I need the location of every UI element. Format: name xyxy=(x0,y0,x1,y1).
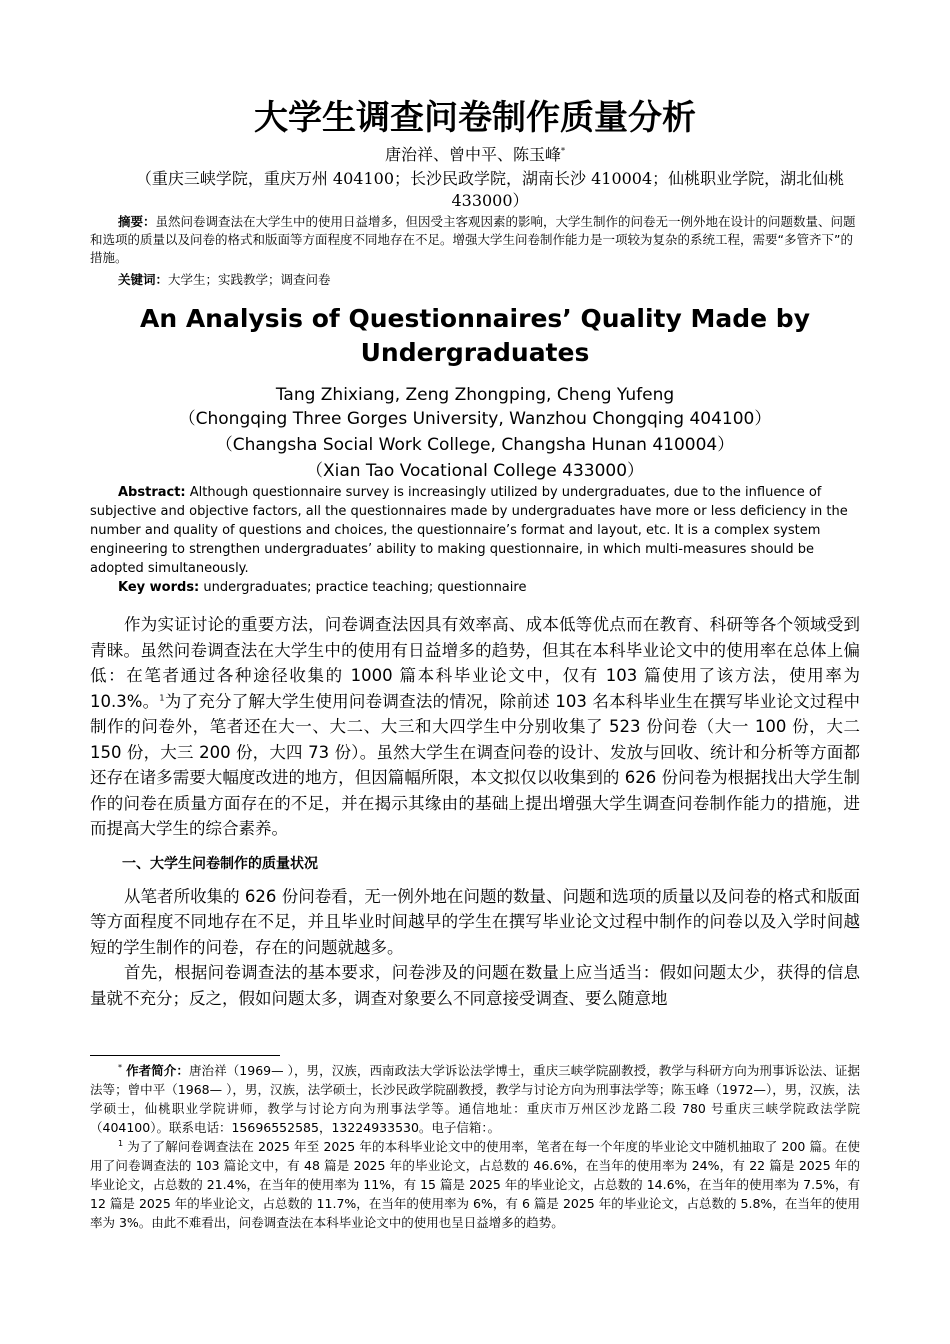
footnote-1-mark: 1 xyxy=(118,1138,124,1148)
affiliation-english-1: （Chongqing Three Gorges University, Wanzhou Chongqing 404100） xyxy=(178,409,772,429)
body-paragraph-3: 首先，根据问卷调查法的基本要求，问卷涉及的问题在数量上应当适当：假如问题太少，获得的信息量就不充分；反之，假如问题太多，调查对象要么不同意接受调查、要么随意地 xyxy=(90,963,860,1008)
affiliation-english-2: （Changsha Social Work College, Changsha Hunan 410004） xyxy=(215,435,735,455)
author-footnote-mark: * xyxy=(561,146,565,156)
footnotes xyxy=(90,1061,860,1232)
intro-text-part2: 为了充分了解大学生使用问卷调查法的情况，除前述 103 名本科毕业生在撰写毕业论文过程中制作的问卷外，笔者还在大一、大二、大三和大四学生中分别收集了 523 份问卷（大一 100 份，大二 150 份，大三 200 份，大四 73 份）。虽然大学生在调查问卷的设计、发放与回收、统计和分析等方面都还存在诸多需要大幅度改进的地方，但因篇幅所限，本文拟仅以收集到的 626 份问卷为根据找出大学生制作的问卷在质量方面存在的不足，并在揭示其缘由的基础上提出增强大学生调查问卷制作能力的措施，进而提高大学生的综合素养。 xyxy=(90,691,860,838)
keywords-english xyxy=(118,578,526,597)
main-body xyxy=(90,612,860,1011)
footnote-1 xyxy=(90,1137,860,1232)
title-chinese: 大学生调查问卷制作质量分析 xyxy=(254,98,696,138)
abstract-english-text: Although questionnaire survey is increasingly utilized by undergraduates, due to the influence of subjective and objective factors, all the questionnaires made by undergraduates have more or less deficiency in the number and quality of questions and choices, the questionnaire’s format and layout, etc. It is a complex system engineering to strengthen undergraduates’ ability to making questionnaire, in which multi-measures should be adopted simultaneously. xyxy=(90,485,848,576)
authors-chinese-names: 唐治祥、曾中平、陈玉峰 xyxy=(384,145,561,164)
section-heading-1: 一、大学生问卷制作的质量状况 xyxy=(122,855,318,872)
intro-paragraph xyxy=(90,612,860,842)
keywords-chinese xyxy=(118,271,331,289)
abstract-english xyxy=(90,483,860,578)
title-english: An Analysis of Questionnaires’ Quality Made by Undergraduates xyxy=(139,304,810,367)
keywords-english-text: undergraduates; practice teaching; questionnaire xyxy=(199,580,527,595)
keywords-chinese-text: 大学生；实践教学；调查问卷 xyxy=(168,272,331,287)
footnote-1-text: 为了了解问卷调查法在 2025 年至 2025 年的本科毕业论文中的使用率，笔者在每一个年度的毕业论文中随机抽取了 200 篇。在使用了问卷调查法的 103 篇论文中，有 48 篇是 2025 年的毕业论文，占总数的 46.6%，在当年的使用率为 24%，有 22 篇是 2025 年的毕业论文，占总数的 21.4%，在当年的使用率为 11%，有 15 篇是 2025 年的毕业论文，占总数的 14.6%，在当年的使用率为 7.5%，有 12 篇是 2025 年的毕业论文，占总数的 11.7%，在当年的使用率为 6%，有 6 篇是 2025 年的毕业论文，占总数的 5.8%，在当年的使用率为 3%。由此不难看出，问卷调查法在本科毕业论文中的使用也呈日益增多的趋势。 xyxy=(90,1139,860,1230)
authors-english: Tang Zhixiang, Zeng Zhongping, Cheng Yufeng xyxy=(275,385,675,405)
footnote-author-label: 作者简介： xyxy=(126,1063,189,1078)
affiliation-chinese: （重庆三峡学院，重庆万州 404100；长沙民政学院，湖南长沙 410004；仙桃职业学院，湖北仙桃 433000） xyxy=(135,169,845,210)
footnote-author-mark: * xyxy=(118,1062,122,1072)
authors-chinese xyxy=(90,143,860,167)
affiliations-english xyxy=(90,406,860,484)
body-paragraph-2: 从笔者所收集的 626 份问卷看，无一例外地在问题的数量、问题和选项的质量以及问卷的格式和版面等方面程度不同地存在不足，并且毕业时间越早的学生在撰写毕业论文过程中制作的问卷以及入学时间越短的学生制作的问卷，存在的问题就越多。 xyxy=(90,886,860,957)
keywords-english-label: Key words: xyxy=(118,580,200,595)
intro-text-part1: 作为实证讨论的重要方法，问卷调查法因具有效率高、成本低等优点而在教育、科研等各个领域受到青睐。虽然问卷调查法在大学生中的使用有日益增多的趋势，但其在本科毕业论文中的使用率在总体上偏低：在笔者通过各种途径收集的 1000 篇本科毕业论文中，仅有 103 篇使用了该方法，使用率为 10.3%。 xyxy=(90,615,860,711)
footnote-ref-1: 1 xyxy=(159,693,165,702)
footnote-author-text: 唐治祥（1969— ），男，汉族，西南政法大学诉讼法学博士，重庆三峡学院副教授，教学与科研方向为刑事诉讼法、证据法等；曾中平（1968— ），男，汉族，法学硕士，长沙民政学院副教授，教学与讨论方向为刑事法学等；陈玉峰（1972—），男，汉族，法学硕士，仙桃职业学院讲师，教学与讨论方向为刑事法学等。通信地址：重庆市万州区沙龙路二段 780 号重庆三峡学院政法学院（404100）。联系电话：15696552585，13224933530。电子信箱：。 xyxy=(90,1063,860,1135)
keywords-chinese-label: 关键词： xyxy=(118,272,169,287)
footnote-author-bio xyxy=(90,1061,860,1137)
affiliation-english-3: （Xian Tao Vocational College 433000） xyxy=(305,461,645,481)
abstract-english-label: Abstract: xyxy=(118,485,186,500)
abstract-chinese-text: 虽然问卷调查法在大学生中的使用日益增多，但因受主客观因素的影响，大学生制作的问卷无一例外地在设计的问题数量、问题和选项的质量以及问卷的格式和版面等方面程度不同地存在不足。增强大学生问卷制作能力是一项较为复杂的系统工程，需要“多管齐下”的措施。 xyxy=(90,214,856,265)
abstract-chinese xyxy=(90,213,860,267)
abstract-chinese-label: 摘要： xyxy=(118,214,156,229)
footnote-divider xyxy=(90,1055,280,1056)
